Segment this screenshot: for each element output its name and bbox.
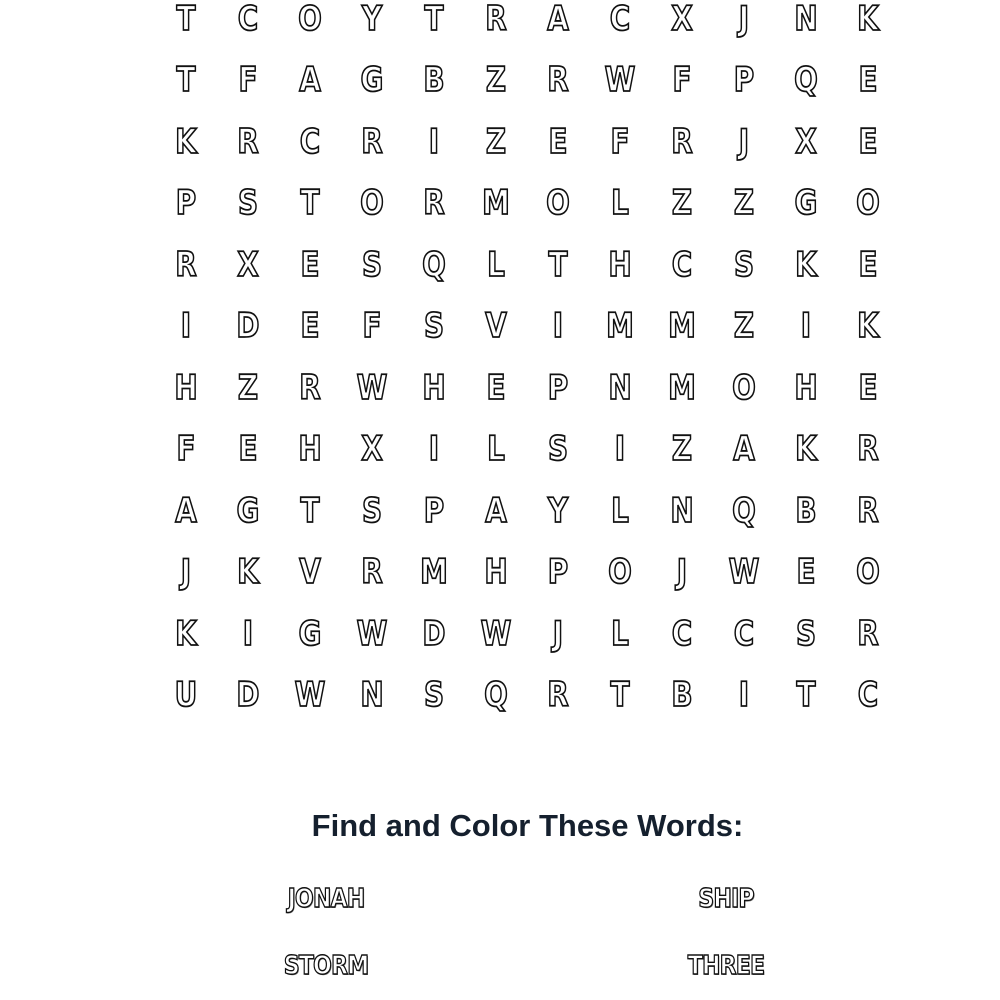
grid-cell[interactable]: E	[486, 367, 506, 408]
grid-cell[interactable]: O	[360, 183, 384, 224]
grid-cell[interactable]: T	[610, 675, 630, 716]
grid-cell[interactable]: H	[422, 367, 446, 408]
grid-cell[interactable]: H	[298, 429, 322, 470]
grid-cell[interactable]: F	[610, 121, 630, 162]
grid-cell[interactable]: W	[728, 552, 760, 593]
grid-cell[interactable]: G	[298, 613, 322, 654]
grid-cell[interactable]: S	[361, 244, 383, 285]
grid-cell[interactable]: N	[608, 367, 632, 408]
grid-cell[interactable]: J	[676, 552, 688, 593]
letter-grid	[155, 0, 899, 726]
grid-cell[interactable]: K	[175, 613, 197, 654]
grid-cell[interactable]: E	[300, 306, 320, 347]
grid-cell[interactable]: Z	[733, 306, 755, 347]
grid-cell[interactable]: T	[300, 183, 320, 224]
grid-cell[interactable]: Z	[485, 121, 507, 162]
grid-cell[interactable]: M	[668, 306, 696, 347]
grid-row	[155, 357, 899, 419]
grid-cell[interactable]: P	[547, 552, 569, 593]
grid-row	[155, 0, 899, 50]
grid-cell[interactable]: C	[857, 675, 879, 716]
grid-cell[interactable]: W	[356, 613, 388, 654]
grid-cell[interactable]: Z	[237, 367, 259, 408]
grid-cell[interactable]: E	[300, 244, 320, 285]
grid-cell[interactable]: W	[480, 613, 512, 654]
grid-cell[interactable]: R	[361, 121, 383, 162]
grid-cell[interactable]: A	[547, 0, 569, 39]
grid-cell[interactable]: F	[672, 60, 692, 101]
grid-cell[interactable]: O	[546, 183, 570, 224]
grid-cell[interactable]: P	[423, 490, 445, 531]
grid-cell[interactable]: F	[362, 306, 382, 347]
grid-cell[interactable]: R	[857, 490, 879, 531]
grid-cell[interactable]: E	[238, 429, 258, 470]
grid-cell[interactable]: V	[485, 306, 507, 347]
grid-cell[interactable]: I	[242, 613, 254, 654]
grid-cell[interactable]: K	[795, 244, 817, 285]
grid-cell[interactable]: I	[428, 121, 440, 162]
grid-cell[interactable]: Z	[485, 60, 507, 101]
grid-cell[interactable]: V	[299, 552, 321, 593]
grid-cell[interactable]: I	[614, 429, 626, 470]
grid-cell[interactable]: T	[424, 0, 444, 39]
grid-cell[interactable]: E	[796, 552, 816, 593]
grid-cell[interactable]: O	[856, 183, 880, 224]
grid-cell[interactable]: I	[738, 675, 750, 716]
grid-cell[interactable]: D	[236, 675, 260, 716]
grid-cell[interactable]: G	[360, 60, 384, 101]
grid-cell[interactable]: E	[858, 367, 878, 408]
grid-cell[interactable]: L	[611, 183, 629, 224]
grid-cell[interactable]: S	[423, 675, 445, 716]
grid-cell[interactable]: T	[176, 60, 196, 101]
grid-cell[interactable]: M	[668, 367, 696, 408]
grid-cell[interactable]: A	[485, 490, 507, 531]
grid-cell[interactable]: R	[237, 121, 259, 162]
grid-cell[interactable]: D	[236, 306, 260, 347]
grid-cell[interactable]: K	[857, 0, 879, 39]
grid-cell[interactable]: N	[794, 0, 818, 39]
grid-cell[interactable]: X	[671, 0, 693, 39]
grid-cell[interactable]: I	[180, 306, 192, 347]
grid-cell[interactable]: O	[856, 552, 880, 593]
grid-cell[interactable]: Y	[361, 0, 383, 39]
grid-cell[interactable]: Z	[671, 429, 693, 470]
grid-cell[interactable]: G	[794, 183, 818, 224]
grid-cell[interactable]: C	[671, 244, 693, 285]
grid-cell[interactable]: O	[732, 367, 756, 408]
grid-cell[interactable]: N	[670, 490, 694, 531]
grid-row	[155, 480, 899, 542]
grid-row	[155, 665, 899, 727]
grid-cell[interactable]: K	[795, 429, 817, 470]
word-list-title: Find and Color These Words:	[311, 808, 744, 843]
grid-cell[interactable]: P	[733, 60, 755, 101]
grid-cell[interactable]: T	[176, 0, 196, 39]
grid-cell[interactable]: L	[611, 490, 629, 531]
grid-cell[interactable]: Y	[547, 490, 569, 531]
grid-cell[interactable]: R	[423, 183, 445, 224]
grid-cell[interactable]: L	[487, 244, 505, 285]
grid-cell[interactable]: K	[175, 121, 197, 162]
grid-cell[interactable]: M	[606, 306, 634, 347]
grid-cell[interactable]: A	[299, 60, 321, 101]
word-ship[interactable]: SHIP	[698, 884, 754, 914]
grid-cell[interactable]: K	[237, 552, 259, 593]
grid-cell[interactable]: B	[671, 675, 693, 716]
word-storm[interactable]: STORM	[283, 951, 369, 981]
grid-cell[interactable]: R	[485, 0, 507, 39]
grid-row	[155, 50, 899, 112]
grid-cell[interactable]: J	[738, 0, 750, 39]
grid-cell[interactable]: S	[361, 490, 383, 531]
grid-cell[interactable]: O	[608, 552, 632, 593]
grid-row	[155, 603, 899, 665]
grid-cell[interactable]: H	[484, 552, 508, 593]
grid-cell[interactable]: Q	[422, 244, 446, 285]
grid-cell[interactable]: H	[794, 367, 818, 408]
grid-cell[interactable]: S	[795, 613, 817, 654]
grid-cell[interactable]: E	[858, 60, 878, 101]
grid-cell[interactable]: C	[237, 0, 259, 39]
grid-cell[interactable]: C	[609, 0, 631, 39]
grid-cell[interactable]: P	[547, 367, 569, 408]
grid-cell[interactable]: R	[671, 121, 693, 162]
grid-cell[interactable]: N	[360, 675, 384, 716]
grid-cell[interactable]: R	[547, 675, 569, 716]
grid-cell[interactable]: K	[857, 306, 879, 347]
grid-row	[155, 173, 899, 235]
grid-cell[interactable]: Q	[732, 490, 756, 531]
grid-cell[interactable]: H	[174, 367, 198, 408]
grid-cell[interactable]: C	[299, 121, 321, 162]
grid-cell[interactable]: L	[611, 613, 629, 654]
grid-cell[interactable]: T	[796, 675, 816, 716]
grid-cell[interactable]: S	[423, 306, 445, 347]
grid-cell[interactable]: E	[858, 244, 878, 285]
grid-cell[interactable]: Q	[794, 60, 818, 101]
grid-cell[interactable]: J	[180, 552, 192, 593]
grid-cell[interactable]: S	[547, 429, 569, 470]
grid-cell[interactable]: O	[298, 0, 322, 39]
grid-cell[interactable]: U	[174, 675, 198, 716]
grid-cell[interactable]: W	[356, 367, 388, 408]
grid-cell[interactable]: J	[552, 613, 564, 654]
grid-cell[interactable]: I	[552, 306, 564, 347]
grid-cell[interactable]: D	[422, 613, 446, 654]
grid-cell[interactable]: M	[482, 183, 510, 224]
grid-cell[interactable]: R	[299, 367, 321, 408]
grid-cell[interactable]: R	[857, 429, 879, 470]
grid-cell[interactable]: F	[238, 60, 258, 101]
grid-cell[interactable]: T	[300, 490, 320, 531]
grid-cell[interactable]: E	[858, 121, 878, 162]
grid-cell[interactable]: R	[361, 552, 383, 593]
word-jonah[interactable]: JONAH	[287, 884, 365, 914]
grid-cell[interactable]: R	[175, 244, 197, 285]
grid-row	[155, 419, 899, 481]
grid-cell[interactable]: M	[420, 552, 448, 593]
grid-cell[interactable]: H	[608, 244, 632, 285]
grid-row	[155, 542, 899, 604]
grid-cell[interactable]: A	[175, 490, 197, 531]
grid-cell[interactable]: S	[733, 244, 755, 285]
grid-cell[interactable]: X	[795, 121, 817, 162]
grid-cell[interactable]: Q	[484, 675, 508, 716]
grid-cell[interactable]: W	[294, 675, 326, 716]
grid-cell[interactable]: T	[548, 244, 568, 285]
grid-row	[155, 111, 899, 173]
grid-cell[interactable]: R	[547, 60, 569, 101]
grid-cell[interactable]: B	[795, 490, 817, 531]
grid-cell[interactable]: E	[548, 121, 568, 162]
grid-cell[interactable]: J	[738, 121, 750, 162]
word-three[interactable]: THREE	[687, 951, 765, 981]
grid-cell[interactable]: L	[487, 429, 505, 470]
grid-cell[interactable]: X	[237, 244, 259, 285]
grid-cell[interactable]: R	[857, 613, 879, 654]
grid-cell[interactable]: X	[361, 429, 383, 470]
grid-cell[interactable]: B	[423, 60, 445, 101]
grid-cell[interactable]: G	[236, 490, 260, 531]
grid-cell[interactable]: I	[428, 429, 440, 470]
grid-row	[155, 296, 899, 358]
grid-cell[interactable]: Z	[671, 183, 693, 224]
grid-cell[interactable]: P	[175, 183, 197, 224]
grid-cell[interactable]: I	[800, 306, 812, 347]
grid-cell[interactable]: C	[671, 613, 693, 654]
grid-cell[interactable]: A	[733, 429, 755, 470]
grid-cell[interactable]: S	[237, 183, 259, 224]
grid-cell[interactable]: W	[604, 60, 636, 101]
grid-cell[interactable]: C	[733, 613, 755, 654]
grid-cell[interactable]: Z	[733, 183, 755, 224]
grid-cell[interactable]: F	[176, 429, 196, 470]
grid-row	[155, 234, 899, 296]
